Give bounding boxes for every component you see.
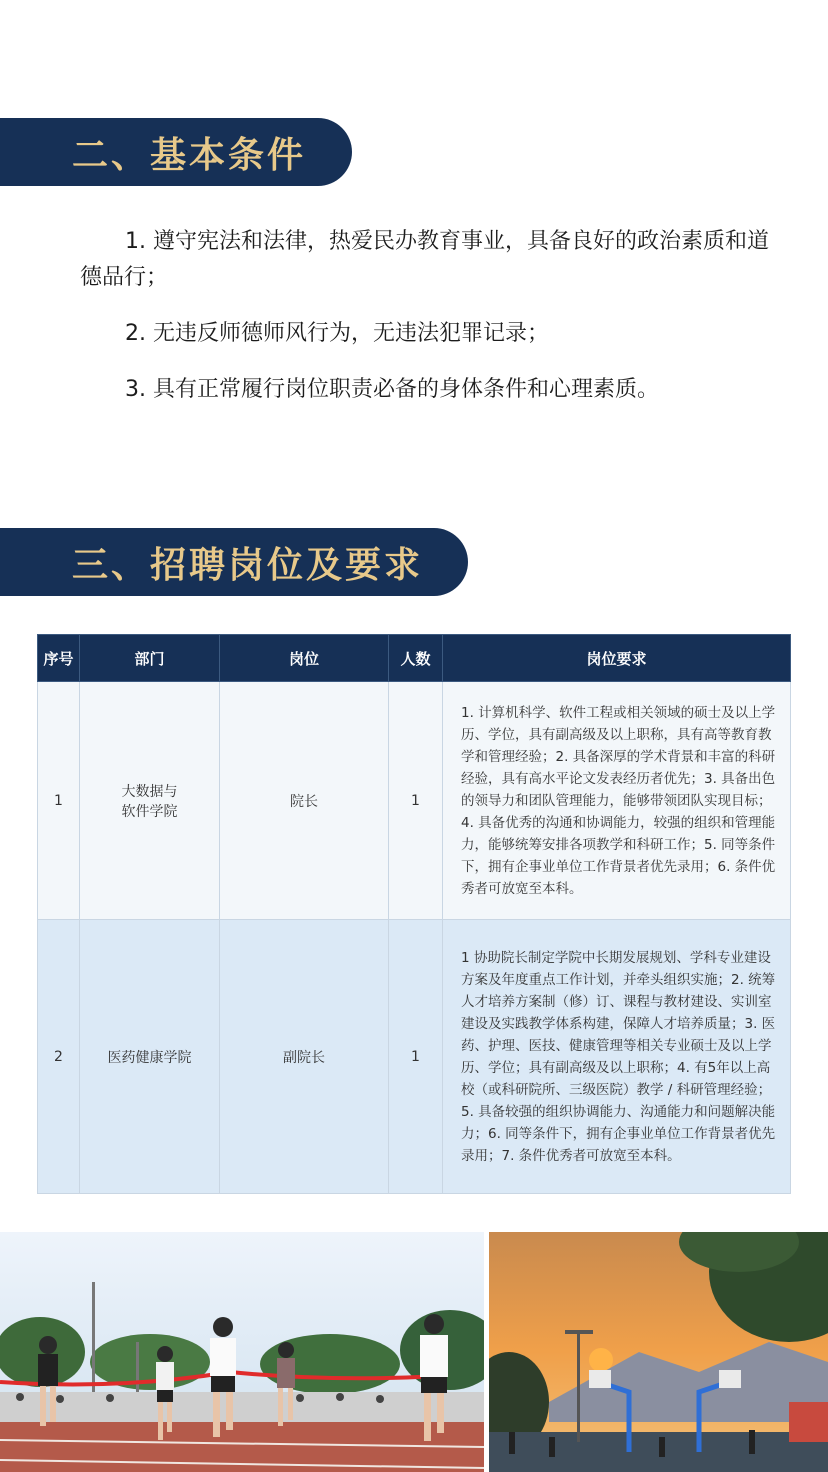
cell-no: 2 <box>38 920 80 1194</box>
condition-item: 2. 无违反师德师风行为，无违法犯罪记录； <box>125 321 549 346</box>
conditions-list <box>80 224 770 428</box>
condition-item: 3. 具有正常履行岗位职责必备的身体条件和心理素质。 <box>125 377 659 402</box>
header-position: 岗位 <box>220 635 389 682</box>
cell-count: 1 <box>389 920 443 1194</box>
section-title: 二、基本条件 <box>72 133 307 176</box>
cell-dept <box>80 682 220 920</box>
basketball-court-illustration <box>489 1232 828 1472</box>
cell-count: 1 <box>389 682 443 920</box>
section-title: 三、招聘岗位及要求 <box>72 543 424 586</box>
table-row <box>38 920 791 1194</box>
cell-position: 院长 <box>220 682 389 920</box>
table-header-row <box>38 635 791 682</box>
cell-requirements: 1. 计算机科学、软件工程或相关领域的硕士及以上学历、学位，具有副高级及以上职称，具有高等教育教学和管理经验；2. 具备深厚的学术背景和丰富的科研经验，具有高水平论文发表经历者优先；3. 具备出色的领导力和团队管理能力，能够带领团队实现目标；4. 具备优秀的沟通和协调能力，较强的组织和管理能力，能够统筹安排各项教学和科研工作；5. 同等条件下，拥有企事业单位工作背景者优先录用；6. 条件优秀者可放宽至本科。 <box>443 682 791 920</box>
cell-no: 1 <box>38 682 80 920</box>
dept-line: 软件学院 <box>121 803 178 820</box>
section-banner-basic-conditions <box>0 118 352 186</box>
table-row <box>38 682 791 920</box>
running-race-illustration <box>0 1232 484 1472</box>
photo-basketball-court-sunset <box>489 1232 828 1472</box>
photo-running-race <box>0 1232 484 1472</box>
cell-dept <box>80 920 220 1194</box>
cell-requirements: 1 协助院长制定学院中长期发展规划、学科专业建设方案及年度重点工作计划，并牵头组织实施；2. 统筹人才培养方案制（修）订、课程与教材建设、实训室建设及实践教学体系构建，保障人才培养质量；3. 医药、护理、医技、健康管理等相关专业硕士及以上学历、学位；具有副高级及以上职称；4. 有5年以上高校（或科研院所、三级医院）教学 / 科研管理经验；5. 具备较强的组织协调能力、沟通能力和问题解决能力；6. 同等条件下，拥有企事业单位工作背景者优先录用；7. 条件优秀者可放宽至本科。 <box>443 920 791 1194</box>
header-no: 序号 <box>38 635 80 682</box>
condition-item: 1. 遵守宪法和法律，热爱民办教育事业，具备良好的政治素质和道德品行； <box>80 229 769 290</box>
cell-position: 副院长 <box>220 920 389 1194</box>
dept-line: 大数据与 <box>121 783 178 800</box>
section-banner-positions <box>0 528 468 596</box>
header-requirements: 岗位要求 <box>443 635 791 682</box>
positions-table <box>37 634 791 1194</box>
header-dept: 部门 <box>80 635 220 682</box>
dept-line: 医药健康学院 <box>107 1049 192 1066</box>
header-count: 人数 <box>389 635 443 682</box>
